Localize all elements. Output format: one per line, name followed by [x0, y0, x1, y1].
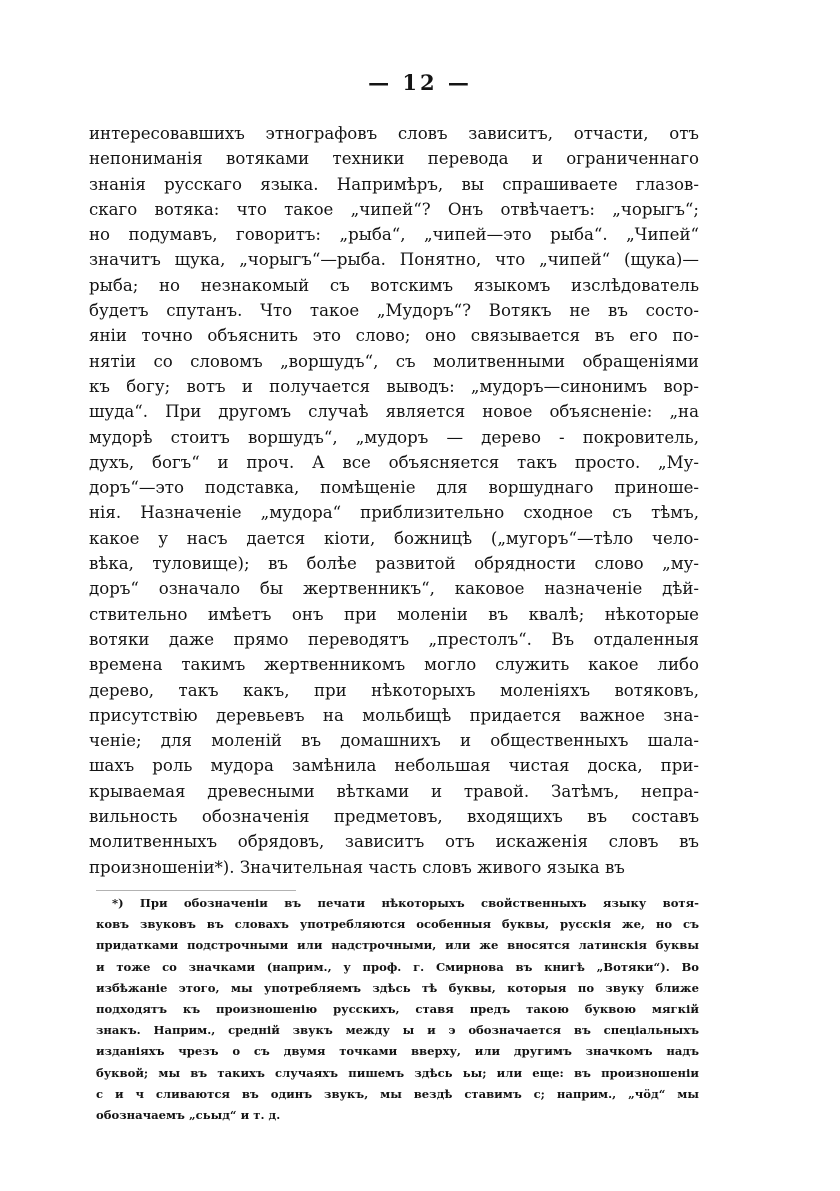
- footnote-line: с и ч сливаются въ одинъ звукъ, мы вездѣ ставимъ с; наприм., „чöд“ мы: [96, 1086, 699, 1101]
- text-line: молитвенныхъ обрядовъ, зависитъ отъ искаженія словъ въ: [89, 832, 699, 852]
- text-line: духъ, богъ“ и проч. А все объясняется такъ просто. „Му-: [89, 452, 699, 472]
- footnote: [96, 893, 699, 1126]
- text-line: шахъ роль мудора замѣнила небольшая чистая доска, при-: [89, 756, 699, 776]
- text-line: ствительно имѣетъ онъ при моленіи въ квалѣ; нѣкоторые: [89, 604, 699, 624]
- text-line: знанія русскаго языка. Напримѣръ, вы спрашиваете глазов-: [89, 174, 699, 194]
- text-line: времена такимъ жертвенникомъ могло служить какое либо: [89, 655, 699, 675]
- text-line: присутствію деревьевъ на мольбищѣ придается важное зна-: [89, 705, 699, 725]
- text-line: непониманія вотяками техники перевода и ограниченнаго: [89, 149, 699, 169]
- text-line: вильность обозначенія предметовъ, входящихъ въ составъ: [89, 807, 699, 827]
- page-number: — 12 —: [368, 70, 472, 95]
- footnote-line: знакъ. Наприм., средній звукъ между ы и э обозначается въ спеціальныхъ: [96, 1023, 699, 1038]
- text-line: крываемая древесными вѣтками и травой. Затѣмъ, непра-: [89, 781, 699, 801]
- footnote-line: и тоже со значками (наприм., у проф. г. Смирнова въ книгѣ „Вотяки“). Во: [96, 959, 699, 974]
- text-line: интересовавшихъ этнографовъ словъ зависитъ, отчасти, отъ: [89, 124, 699, 143]
- footnote-line: придатками подстрочными или надстрочными, или же вносятся латинскія буквы: [96, 938, 699, 953]
- text-line: къ богу; вотъ и получается выводъ: „мудоръ—синонимъ вор-: [89, 376, 699, 396]
- text-line: дерево, такъ какъ, при нѣкоторыхъ моленіяхъ вотяковъ,: [89, 680, 699, 700]
- text-line: доръ“—это подставка, помѣщеніе для воршуднаго приноше-: [89, 478, 699, 498]
- footnote-divider: [96, 890, 296, 891]
- text-line: ченіе; для моленій въ домашнихъ и общественныхъ шала-: [89, 731, 699, 751]
- text-line: мудорѣ стоитъ воршудъ“, „мудоръ — дерево - покровитель,: [89, 427, 699, 447]
- footnote-line: избѣжаніе этого, мы употребляемъ здѣсь тѣ буквы, которыя по звуку ближе: [96, 980, 699, 995]
- footnote-line: ковъ звуковъ въ словахъ употребляются особенныя буквы, русскія же, но съ: [96, 917, 699, 932]
- text-line: произношеніи*). Значительная часть словъ живого языка въ: [89, 857, 625, 877]
- text-line: яніи точно объяснить это слово; оно связывается въ его по-: [89, 326, 699, 346]
- text-line: доръ“ означало бы жертвенникъ“, каковое назначеніе дѣй-: [89, 579, 699, 599]
- footnote-line: буквой; мы въ такихъ случаяхъ пишемъ здѣсь ьы; или еще: въ произношеніи: [96, 1065, 699, 1080]
- text-line: нятіи со словомъ „воршудъ“, съ молитвенными обращеніями: [89, 351, 699, 371]
- footnote-line: *) При обозначеніи въ печати нѣкоторыхъ свойственныхъ языку вотя-: [112, 896, 699, 910]
- text-line: нія. Назначеніе „мудора“ приблизительно сходное съ тѣмъ,: [89, 503, 699, 523]
- text-line: значитъ щука, „чорыгъ“—рыба. Понятно, что „чипей“ (щука)—: [89, 250, 699, 270]
- text-line: но подумавъ, говоритъ: „рыба“, „чипей—это рыба“. „Чипей“: [89, 225, 699, 245]
- text-line: вѣка, туловище); въ болѣе развитой обрядности слово „му-: [89, 554, 699, 574]
- footnote-line: обозначаемъ „сьыд“ и т. д.: [96, 1107, 281, 1122]
- body-text: [89, 121, 699, 880]
- text-line: рыба; но незнакомый съ вотскимъ языкомъ изслѣдователь: [89, 275, 699, 295]
- text-line: вотяки даже прямо переводятъ „престолъ“. Въ отдаленныя: [89, 629, 699, 649]
- text-line: какое у насъ дается кіоти, божницѣ („мугоръ“—тѣло чело-: [89, 528, 699, 548]
- footnote-line: подходятъ къ произношенію русскихъ, ставя предъ такою буквою мягкій: [96, 1001, 699, 1016]
- text-line: будетъ спутанъ. Что такое „Мудоръ“? Вотякъ не въ состо-: [89, 301, 699, 321]
- footnote-line: изданіяхъ чрезъ о съ двумя точками вверху, или другимъ значкомъ надъ: [96, 1044, 699, 1059]
- text-line: шуда“. При другомъ случаѣ является новое объясненіе: „на: [89, 402, 699, 422]
- text-line: скаго вотяка: что такое „чипей“? Онъ отвѣчаетъ: „чорыгъ“;: [89, 199, 699, 219]
